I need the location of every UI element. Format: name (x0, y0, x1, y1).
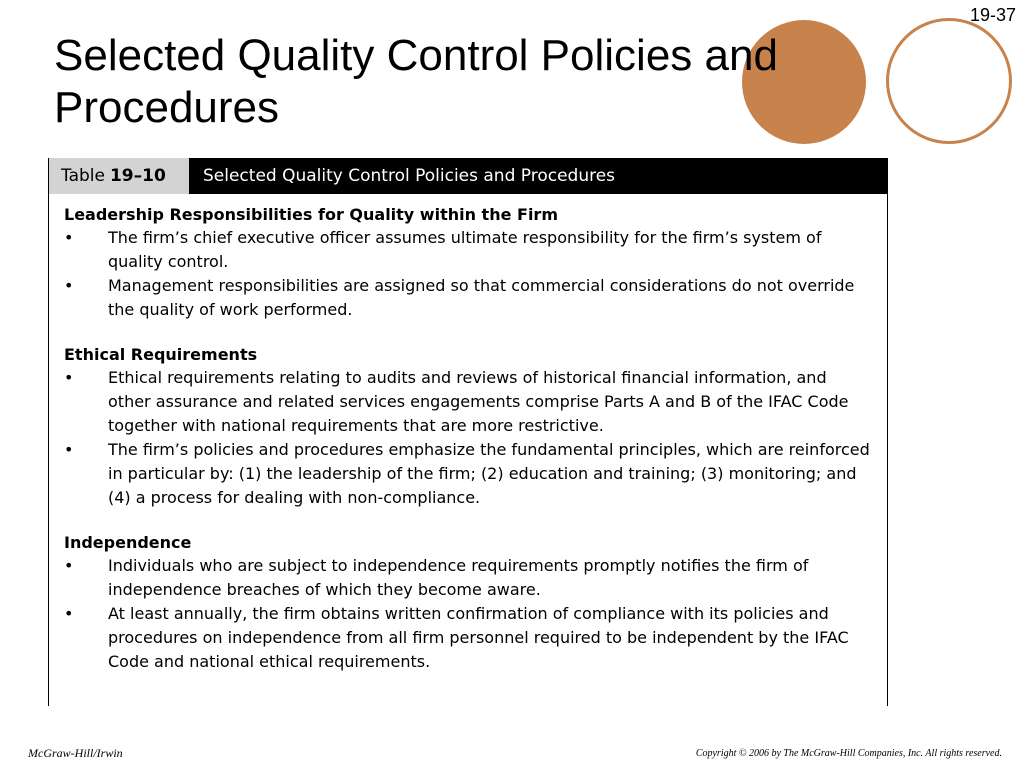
bullet-icon: • (64, 556, 74, 575)
list-item (64, 366, 873, 438)
section-heading: Ethical Requirements (64, 345, 258, 364)
list-item-text: At least annually, the firm obtains written confirmation of compliance with its policies and procedures on independence from all firm personnel required to be independent by the IFAC Code and national ethical requirements. (108, 604, 849, 671)
bullet-icon: • (64, 276, 74, 295)
list-item-text: The firm’s policies and procedures emphasize the fundamental principles, which are reinforced in particular by: (1) the leadership of the firm; (2) education and training; (3) monitoring; and (4) a process for dealing with non-compliance. (108, 440, 870, 507)
list-item (64, 226, 873, 274)
section-leadership (64, 204, 873, 322)
bullet-icon: • (64, 604, 74, 623)
section-ethical-requirements (64, 344, 873, 510)
table-body (49, 194, 887, 674)
list-item-text: The firm’s chief executive officer assumes ultimate responsibility for the firm’s system of quality control. (108, 228, 822, 271)
list-item-text: Ethical requirements relating to audits and reviews of historical financial information, and other assurance and related services engagements comprise Parts A and B of the IFAC Code together with national requirements that are more restrictive. (108, 368, 849, 435)
table-label (49, 158, 189, 194)
section-heading: Independence (64, 533, 192, 552)
bullet-icon: • (64, 440, 74, 459)
bullet-icon: • (64, 228, 74, 247)
bullet-list (64, 554, 873, 674)
list-item (64, 602, 873, 674)
list-item (64, 274, 873, 322)
policy-table (48, 158, 888, 706)
footer-publisher: McGraw-Hill/Irwin (28, 746, 123, 760)
footer-copyright: Copyright © 2006 by The McGraw-Hill Companies, Inc. All rights reserved. (695, 748, 1002, 759)
slide-title-line-1: Selected Quality Control Policies and (54, 31, 778, 80)
table-label-number: 19–10 (109, 166, 166, 186)
section-heading: Leadership Responsibilities for Quality within the Firm (64, 205, 558, 224)
table-label-prefix: Table (61, 166, 105, 186)
list-item (64, 554, 873, 602)
list-item-text: Individuals who are subject to independence requirements promptly notifies the firm of independence breaches of which they become aware. (108, 556, 809, 599)
list-item-text: Management responsibilities are assigned so that commercial considerations do not override the quality of work performed. (108, 276, 855, 319)
bullet-list (64, 366, 873, 510)
table-caption: Selected Quality Control Policies and Procedures (203, 166, 616, 186)
table-header (49, 158, 887, 194)
slide-title (54, 30, 874, 134)
list-item (64, 438, 873, 510)
bullet-icon: • (64, 368, 74, 387)
decorative-ring-circle (886, 18, 1012, 144)
bullet-list (64, 226, 873, 322)
slide-number: 19-37 (969, 5, 1016, 25)
slide-title-line-2: Procedures (54, 83, 280, 132)
section-independence (64, 532, 873, 674)
